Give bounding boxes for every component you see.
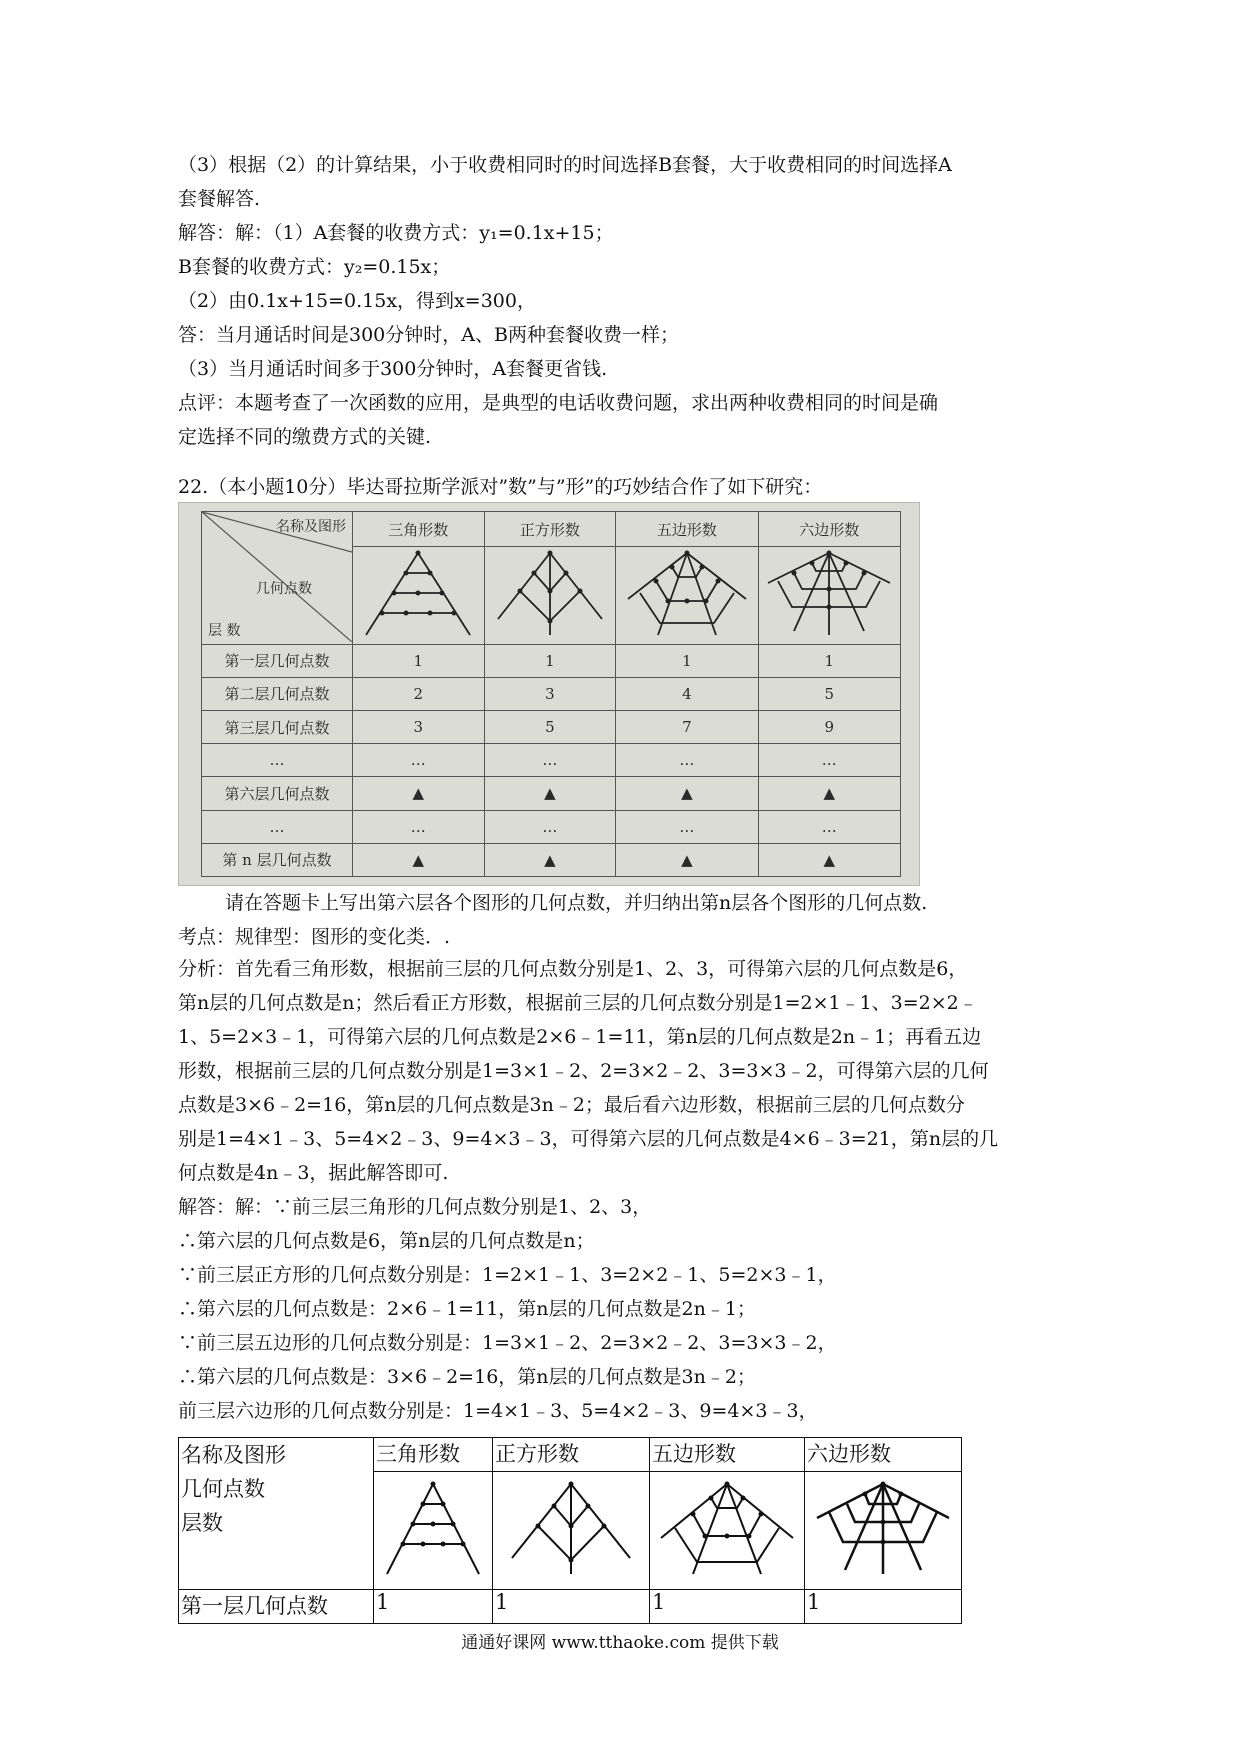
answer-header: 三角形数 [374,1438,493,1472]
triangle-mark: ▲ [758,843,900,876]
triangle-mark: ▲ [353,777,485,810]
triangle-mark: ▲ [484,777,616,810]
solution-line: ∵前三层正方形的几何点数分别是：1=2×1﹣1、3=2×2﹣1、5=2×3﹣1， [178,1264,837,1286]
cell: … [484,744,616,777]
solution-line: ∴第六层的几何点数是：3×6﹣2=16，第n层的几何点数是3n﹣2； [178,1366,756,1388]
text-line: 考点：规律型：图形的变化类．. [178,926,451,948]
analysis-line: 分析：首先看三角形数，根据前三层的几何点数分别是1、2、3，可得第六层的几何点数是6， [178,958,968,980]
solution-line: ∴第六层的几何点数是6，第n层的几何点数是n； [178,1230,595,1252]
answer-header: 正方形数 [493,1438,650,1472]
triangle-mark: ▲ [616,843,758,876]
cell: … [616,744,758,777]
pentagon-figure [616,547,758,645]
corner-line: 几何点数 [181,1477,265,1501]
cell: 5 [758,677,900,710]
triangle-figure [353,547,485,645]
triangle-mark: ▲ [758,777,900,810]
triangle-figure [374,1472,493,1590]
photo-header: 正方形数 [484,512,616,547]
cell: … [758,810,900,843]
cell: … [353,744,485,777]
text-line: B套餐的收费方式：y₂=0.15x； [178,256,451,278]
row-label: … [202,744,353,777]
text-line: （2）由0.1x+15=0.15x，得到x=300， [178,290,536,312]
answer-cell: 1 [650,1590,805,1624]
answer-cell: 1 [805,1590,962,1624]
triangle-mark: ▲ [484,843,616,876]
analysis-line: 何点数是4n﹣3，据此解答即可. [178,1162,449,1184]
answer-cell: 1 [493,1590,650,1624]
photo-table-image [178,502,920,886]
cell: 7 [616,711,758,744]
text-line: （3）根据（2）的计算结果，小于收费相同时的时间选择B套餐，大于收费相同的时间选择A [178,154,952,176]
row-label: 第二层几何点数 [202,677,353,710]
corner-label: 层 数 [208,622,241,639]
hexagon-figure [805,1472,962,1590]
row-label: 第六层几何点数 [202,777,353,810]
photo-header: 六边形数 [758,512,900,547]
solution-line: 前三层六边形的几何点数分别是：1=4×1﹣3、5=4×2﹣3、9=4×3﹣3， [178,1400,818,1422]
cell: 1 [758,644,900,677]
photo-corner-cell [202,512,353,645]
analysis-line: 第n层的几何点数是n；然后看正方形数，根据前三层的几何点数分别是1=2×1﹣1、3=2×2﹣ [178,992,978,1014]
solution-line: ∵前三层五边形的几何点数分别是：1=3×1﹣2、2=3×2﹣2、3=3×3﹣2， [178,1332,837,1354]
cell: … [616,810,758,843]
question-22-title: 22.（本小题10分）毕达哥拉斯学派对”数”与”形”的巧妙结合作了如下研究： [178,476,823,498]
answer-corner-cell [179,1438,374,1590]
square-figure [493,1472,650,1590]
text-line: （3）当月通话时间多于300分钟时，A套餐更省钱. [178,358,608,380]
cell: 4 [616,677,758,710]
photo-header: 三角形数 [353,512,485,547]
corner-label: 几何点数 [256,581,312,597]
corner-line: 层数 [181,1511,223,1535]
cell: 1 [484,644,616,677]
answer-header: 五边形数 [650,1438,805,1472]
text-line: 答：当月通话时间是300分钟时，A、B两种套餐收费一样； [178,324,679,346]
pentagon-figure [650,1472,805,1590]
cell: … [758,744,900,777]
analysis-line: 别是1=4×1﹣3、5=4×2﹣3、9=4×3﹣3，可得第六层的几何点数是4×6﹣3=21，第n层的几 [178,1128,999,1150]
answer-cell: 1 [374,1590,493,1624]
answer-header: 六边形数 [805,1438,962,1472]
page-footer: 通通好课网 www.tthaoke.com 提供下载 [461,1633,779,1653]
analysis-line: 点数是3×6﹣2=16，第n层的几何点数是3n﹣2；最后看六边形数，根据前三层的几何点数分 [178,1094,965,1116]
text-line: 套餐解答. [178,188,261,210]
cell: … [484,810,616,843]
analysis-line: 1、5=2×3﹣1，可得第六层的几何点数是2×6﹣1=11，第n层的几何点数是2n﹣1；再看五边 [178,1026,982,1048]
solution-line: ∴第六层的几何点数是：2×6﹣1=11，第n层的几何点数是2n﹣1； [178,1298,756,1320]
analysis-line: 形数，根据前三层的几何点数分别是1=3×1﹣2、2=3×2﹣2、3=3×3﹣2，可得第六层的几何 [178,1060,989,1082]
cell: 2 [353,677,485,710]
hexagon-figure [758,547,900,645]
row-label: 第一层几何点数 [202,644,353,677]
text-line: 定选择不同的缴费方式的关键. [178,426,432,448]
cell: 1 [353,644,485,677]
cell: 1 [616,644,758,677]
row-label: 第三层几何点数 [202,711,353,744]
row-label: … [202,810,353,843]
cell: 9 [758,711,900,744]
cell: … [353,810,485,843]
answer-row-label: 第一层几何点数 [179,1590,374,1624]
solution-line: 解答：解：∵前三层三角形的几何点数分别是1、2、3， [178,1196,652,1218]
text-line: 点评：本题考查了一次函数的应用，是典型的电话收费问题，求出两种收费相同的时间是确 [178,392,939,414]
cell: 3 [484,677,616,710]
photo-table [201,511,901,877]
row-label: 第 n 层几何点数 [202,843,353,876]
cell: 3 [353,711,485,744]
square-figure [484,547,616,645]
corner-line: 名称及图形 [181,1443,286,1467]
text-line: 解答：解：（1）A套餐的收费方式：y₁=0.1x+15； [178,222,614,244]
corner-label: 名称及图形 [276,519,346,535]
cell: 5 [484,711,616,744]
photo-header: 五边形数 [616,512,758,547]
triangle-mark: ▲ [353,843,485,876]
triangle-mark: ▲ [616,777,758,810]
question-22-prompt: 请在答题卡上写出第六层各个图形的几何点数，并归纳出第n层各个图形的几何点数. [225,892,928,914]
answer-table [178,1437,962,1624]
